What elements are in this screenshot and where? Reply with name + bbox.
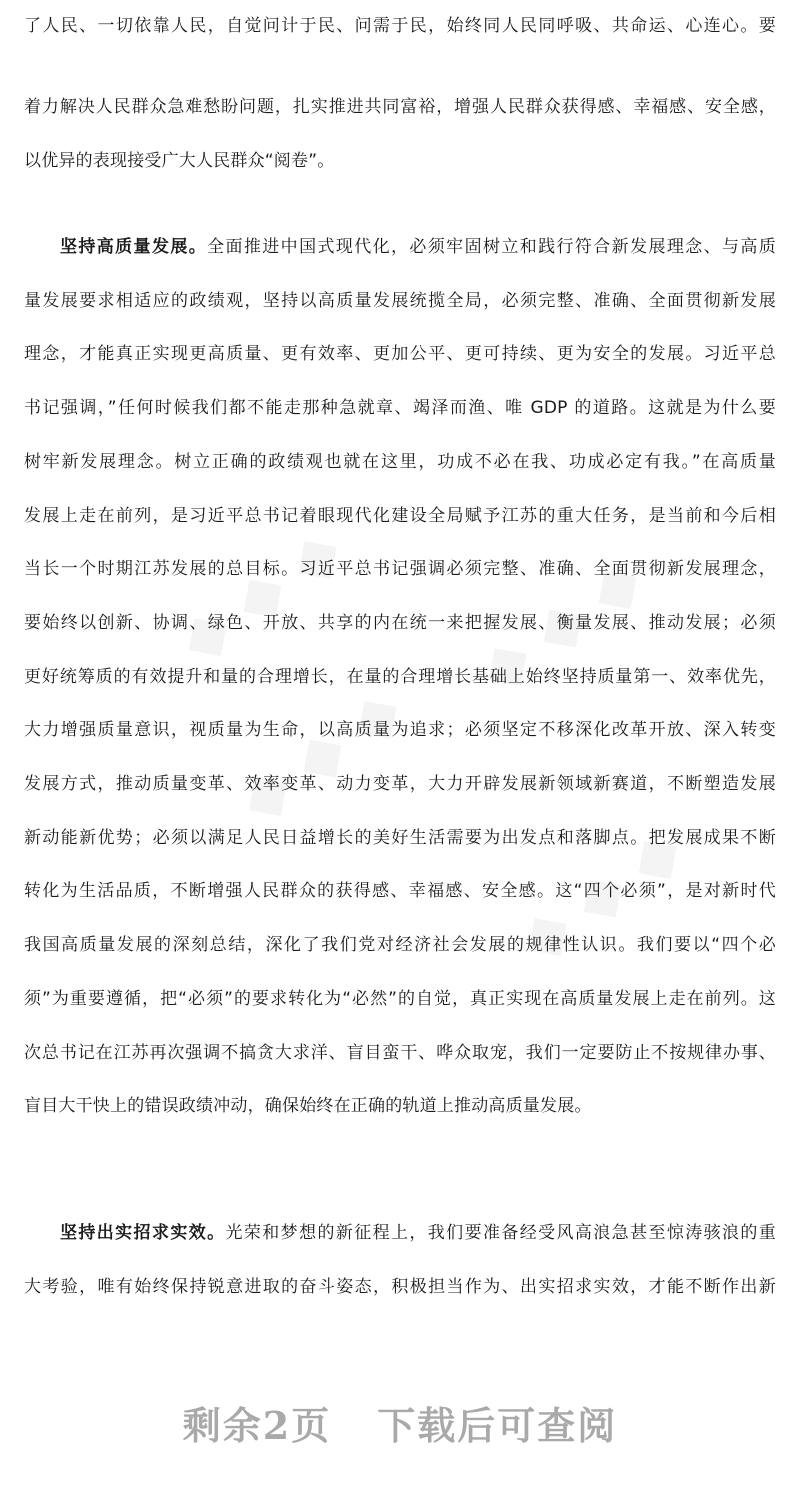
text-line (24, 988, 776, 1010)
text-line (24, 719, 776, 741)
text-line (24, 397, 776, 419)
line-text: 着力解决人民群众急难愁盼问题，扎实推进共同富裕，增强人民群众获得感、幸福感、安全感， (24, 97, 776, 117)
line-text: 转化为生活品质，不断增强人民群众的获得感、幸福感、安全感。这“四个必须”，是对新时代 (24, 881, 776, 901)
remaining-pages-text: 剩余2页 (182, 1403, 332, 1448)
line-text: 发展方式，推动质量变革、效率变革、动力变革，大力开辟发展新领域新赛道，不断塑造发展 (24, 774, 776, 794)
text-line (24, 15, 776, 37)
line-text: 理念，才能真正实现更高质量、更有效率、更加公平、更可持续、更为安全的发展。习近平总 (24, 344, 776, 364)
line-text: 须”为重要遵循，把“必须”的要求转化为“必然”的自觉，真正实现在高质量发展上走在前列。这 (24, 989, 776, 1009)
watermark: ◆ ◆ ◆ (466, 544, 654, 706)
watermark: ◆ ◆ ◆ (166, 514, 354, 676)
text-line (24, 934, 776, 956)
watermark: ◆ ◆ ◆ (506, 814, 694, 976)
download-to-view-text: 下载后可查阅 (377, 1403, 618, 1448)
text-line (24, 1276, 776, 1298)
line-text: 量发展要求相适应的政绩观，坚持以高质量发展统揽全局，必须完整、准确、全面贯彻新发展 (24, 291, 776, 311)
watermark: ◆ ◆ ◆ (226, 674, 414, 836)
line-text: 以优异的表现接受广大人民群众“阅卷”。 (24, 151, 335, 171)
line-text: 发展上走在前列，是习近平总书记着眼现代化建设全局赋予江苏的重大任务，是当前和今后相 (24, 506, 776, 526)
text-line (24, 343, 776, 365)
line-text: 大考验，唯有始终保持锐意进取的奋斗姿态，积极担当作为、出实招求实效，才能不断作出新 (24, 1277, 776, 1297)
text-line (24, 773, 776, 795)
text-line (24, 505, 776, 527)
text-line (24, 150, 776, 172)
line-text: 要始终以创新、协调、绿色、开放、共享的内在统一来把握发展、衡量发展、推动发展；必须 (24, 613, 776, 633)
line-text: 当长一个时期江苏发展的总目标。习近平总书记强调必须完整、准确、全面贯彻新发展理念， (24, 559, 776, 579)
line-text: 我国高质量发展的深刻总结，深化了我们党对经济社会发展的规律性认识。我们要以“四个必 (24, 935, 776, 955)
paragraph-heading: 坚持高质量发展。 (60, 237, 208, 257)
text-line (24, 612, 776, 634)
line-text: 光荣和梦想的新征程上，我们要准备经受风高浪急甚至惊涛骇浪的重 (225, 1223, 776, 1243)
text-line (24, 290, 776, 312)
text-line (24, 451, 776, 473)
line-text: 了人民、一切依靠人民，自觉问计于民、问需于民，始终同人民同呼吸、共命运、心连心。要 (24, 16, 776, 36)
text-line (24, 827, 776, 849)
text-line (60, 236, 776, 258)
line-text: 树牢新发展理念。树立正确的政绩观也就在这里，功成不必在我、功成必定有我。”在高质量 (24, 452, 776, 472)
line-text: 大力增强质量意识，视质量为生命，以高质量为追求；必须坚定不移深化改革开放、深入转变 (24, 720, 776, 740)
line-text: 次总书记在江苏再次强调不搞贪大求洋、盲目蛮干、哗众取宠，我们一定要防止不按规律办事、 (24, 1043, 776, 1063)
line-text: 盲目大干快上的错误政绩冲动，确保始终在正确的轨道上推动高质量发展。 (24, 1096, 592, 1116)
line-text: 更好统筹质的有效提升和量的合理增长，在量的合理增长基础上始终坚持质量第一、效率优先， (24, 667, 776, 687)
line-text: 书记强调，”任何时候我们都不能走那种急就章、竭泽而渔、唯 GDP 的道路。这就是为什么要 (24, 398, 776, 418)
line-text: 新动能新优势；必须以满足人民日益增长的美好生活需要为出发点和落脚点。把发展成果不断 (24, 828, 776, 848)
text-line (24, 666, 776, 688)
remaining-pages-banner[interactable] (0, 1395, 800, 1450)
text-line (24, 558, 776, 580)
text-line (24, 1042, 776, 1064)
text-line (24, 880, 776, 902)
paragraph-heading: 坚持出实招求实效。 (60, 1223, 226, 1243)
line-text: 全面推进中国式现代化，必须牢固树立和践行符合新发展理念、与高质 (207, 237, 776, 257)
text-line (24, 96, 776, 118)
text-line (60, 1222, 776, 1244)
text-line (24, 1095, 776, 1117)
